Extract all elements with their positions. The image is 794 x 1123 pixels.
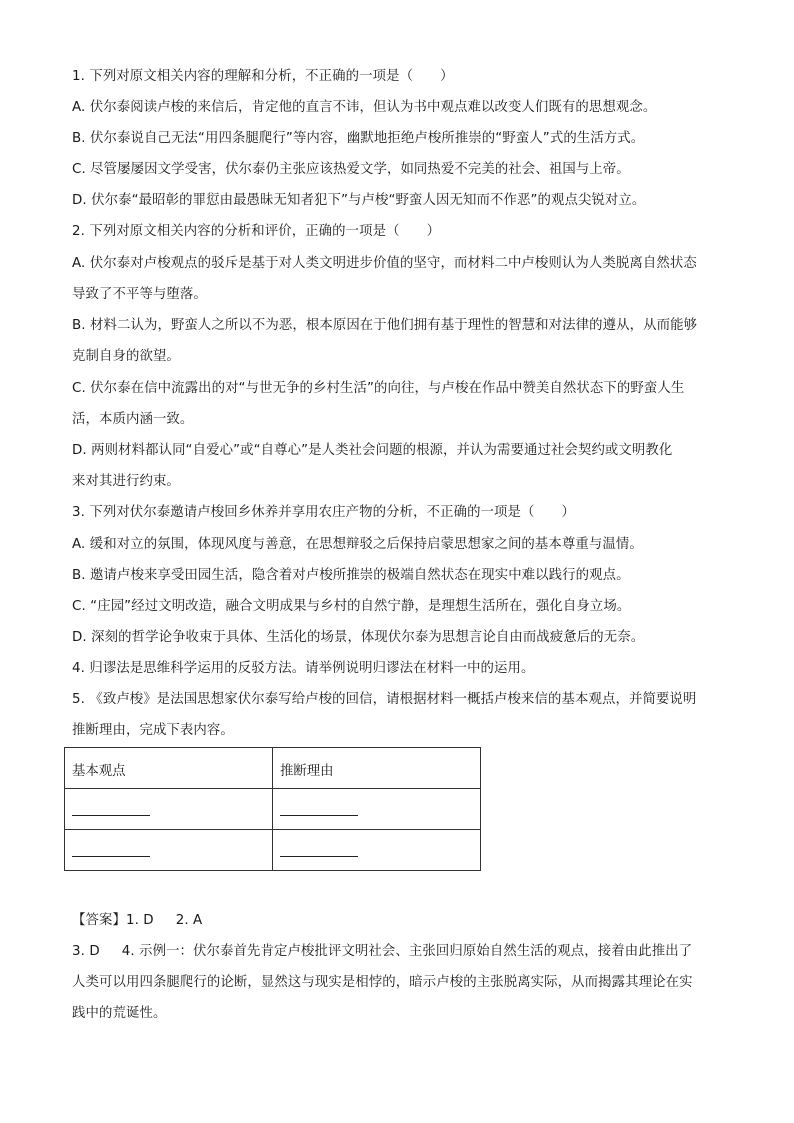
q2-option-a-cont: 导致了不平等与堕落。 [72,287,207,302]
q2-option-b-cont: 克制自身的欲望。 [72,349,180,364]
q3-stem: 3. 下列对伏尔泰邀请卢梭回乡休养并享用农庄产物的分析，不正确的一项是（ ） [72,505,575,520]
table-cell-blank[interactable] [273,789,481,830]
table-cell-blank[interactable] [65,789,273,830]
q2-option-c-cont: 活，本质内涵一致。 [72,412,194,427]
q3-option-d: D. 深刻的哲学论争收束于具体、生活化的场景，体现伏尔泰为思想言论自由而战疲惫后的无奈。 [72,630,645,645]
blank-line [280,815,358,816]
q5-stem: 5. 《致卢梭》是法国思想家伏尔泰写给卢梭的回信，请根据材料一概括卢梭来信的基本观点，并简要说明 [72,692,697,707]
q1-option-d: D. 伏尔泰“最昭彰的罪愆由最愚昧无知者犯下”与卢梭“野蛮人因无知而不作恶”的观点尖锐对立。 [72,193,646,208]
q1-stem: 1. 下列对原文相关内容的理解和分析，不正确的一项是（ ） [72,69,454,84]
q2-stem: 2. 下列对原文相关内容的分析和评价，正确的一项是（ ） [72,224,441,239]
answers-line-2 [72,942,692,962]
q3-option-c: C. “庄园”经过文明改造，融合文明成果与乡村的自然宁静，是理想生活所在，强化自身立场。 [72,599,631,614]
answers-line-1 [72,911,202,931]
table-row [65,789,481,830]
q4-text: 4. 归谬法是思维科学运用的反驳方法。请举例说明归谬法在材料一中的运用。 [72,661,535,676]
table-row [65,830,481,871]
q3-option-b: B. 邀请卢梭来享受田园生活，隐含着对卢梭所推崇的极端自然状态在现实中难以践行的观点。 [72,568,630,583]
q5-stem-cont: 推断理由，完成下表内容。 [72,723,234,738]
q2-option-c: C. 伏尔泰在信中流露出的对“与世无争的乡村生活”的向往，与卢梭在作品中赞美自然状态下的野蛮人生 [72,381,685,396]
q1-option-c: C. 尽管屡屡因文学受害，伏尔泰仍主张应该热爱文学，如同热爱不完美的社会、祖国与上帝。 [72,162,630,177]
q2-option-b: B. 材料二认为，野蛮人之所以不为恶，根本原因在于他们拥有基于理性的智慧和对法律的遵从，从而能够 [72,318,698,333]
q2-option-d-cont: 来对其进行约束。 [72,474,180,489]
answer-1: 1. D [125,913,154,928]
answer-4-cont: 人类可以用四条腿爬行的论断，显然这与现实是相悖的，暗示卢梭的主张脱离实际，从而揭露其理论在实 [72,975,693,990]
table-header-reason: 推断理由 [273,748,481,789]
blank-line [72,815,150,816]
answer-label: 【答案】 [72,913,126,928]
answer-2: 2. A [175,913,203,928]
q1-option-b: B. 伏尔泰说自己无法“用四条腿爬行”等内容，幽默地拒绝卢梭所推崇的“野蛮人”式的生活方式。 [72,131,645,146]
answer-table [64,747,481,871]
q2-option-a: A. 伏尔泰对卢梭观点的驳斥是基于对人类文明进步价值的坚守，而材料二中卢梭则认为人类脱离自然状态 [72,256,697,271]
answer-3: 3. D [72,944,100,959]
q3-option-a: A. 缓和对立的氛围，体现风度与善意，在思想辩驳之后保持启蒙思想家之间的基本尊重与温情。 [72,537,643,552]
table-header-row [65,748,481,789]
table-header-basic-view: 基本观点 [65,748,273,789]
table-cell-blank[interactable] [65,830,273,871]
blank-line [280,856,358,857]
answer-4: 4. 示例一：伏尔泰首先肯定卢梭批评文明社会、主张回归原始自然生活的观点，接着由此推出了 [121,944,693,959]
q2-option-d: D. 两则材料都认同“自爱心”或“自尊心”是人类社会问题的根源，并认为需要通过社会契约或文明教化 [72,443,673,458]
table-cell-blank[interactable] [273,830,481,871]
blank-line [72,856,150,857]
q1-option-a: A. 伏尔泰阅读卢梭的来信后，肯定他的直言不讳，但认为书中观点难以改变人们既有的思想观念。 [72,100,657,115]
answer-4-cont: 践中的荒诞性。 [72,1006,167,1021]
